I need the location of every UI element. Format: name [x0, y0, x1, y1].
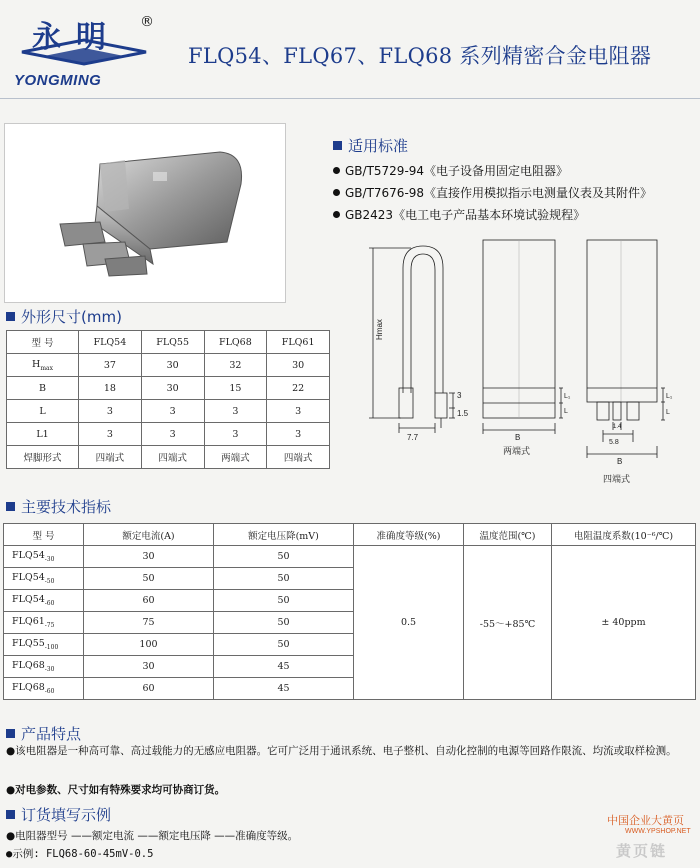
- table-row: [7, 423, 330, 446]
- row-label: 焊脚形式: [7, 446, 79, 469]
- registered-mark: ®: [140, 14, 154, 30]
- standard-text: GB2423《电工电子产品基本环境试验规程》: [345, 208, 586, 222]
- row-label: L: [7, 400, 79, 423]
- label-dim-b: B: [515, 433, 521, 442]
- model-cell: $FLQ54_{-30}$: [4, 546, 84, 568]
- section-specs-title: 主要技术指标: [21, 498, 112, 516]
- column-header: 电阻温度系数(10⁻⁶/℃): [552, 524, 696, 546]
- section-order-title: 订货填写示例: [21, 806, 112, 824]
- section-dimensions-heading: [6, 306, 122, 327]
- label-dim-l1: L₁: [564, 393, 571, 400]
- watermark-url: WWW.YPSHOP.NET: [625, 828, 691, 835]
- logo-chinese-text: 永明: [32, 20, 120, 55]
- brand-logo: [14, 12, 154, 94]
- column-header: FLQ55: [141, 331, 204, 354]
- table-cell: 37: [79, 354, 142, 377]
- section-standards-heading: [333, 135, 408, 156]
- table-cell: 30: [141, 354, 204, 377]
- label-dim-3: 3: [457, 391, 462, 400]
- table-cell: 四端式: [267, 446, 330, 469]
- column-header: 准确度等级(%): [354, 524, 464, 546]
- section-marker-icon: [6, 810, 15, 819]
- table-cell: 四端式: [79, 446, 142, 469]
- table-cell: 3: [79, 423, 142, 446]
- table-cell: 18: [79, 377, 142, 400]
- column-header: FLQ61: [267, 331, 330, 354]
- table-cell: 3: [141, 423, 204, 446]
- current-cell: 30: [84, 656, 214, 678]
- two-terminal-diagram: [483, 240, 563, 434]
- table-cell: 3: [204, 423, 267, 446]
- table-cell: 四端式: [141, 446, 204, 469]
- voltage-cell: 50: [214, 634, 354, 656]
- table-cell: 3: [267, 400, 330, 423]
- feature-paragraph-bold: ●对电参数、尺寸如有特殊要求均可协商订货。: [6, 784, 226, 796]
- table-cell: 3: [204, 400, 267, 423]
- section-marker-icon: [6, 729, 15, 738]
- table-cell: 32: [204, 354, 267, 377]
- current-cell: 60: [84, 590, 214, 612]
- table-row: [7, 446, 330, 469]
- section-specs-heading: [6, 496, 111, 517]
- caption-four-terminal: 四端式: [603, 475, 631, 485]
- label-dim-7-7: 7.7: [407, 433, 419, 442]
- voltage-cell: 50: [214, 612, 354, 634]
- column-header: FLQ68: [204, 331, 267, 354]
- table-cell: 30: [141, 377, 204, 400]
- section-order-heading: [6, 804, 111, 825]
- page-title: FLQ54、FLQ67、FLQ68 系列精密合金电阻器: [188, 44, 652, 68]
- row-label: $H_{max}$: [7, 354, 79, 377]
- standard-item: [333, 184, 652, 201]
- current-cell: 50: [84, 568, 214, 590]
- four-terminal-diagram: [587, 240, 665, 458]
- label-dim-l: L: [564, 408, 568, 415]
- row-label: L1: [7, 423, 79, 446]
- column-header: 型 号: [4, 524, 84, 546]
- current-cell: 100: [84, 634, 214, 656]
- standard-text: GB/T7676-98《直接作用模拟指示电测量仪表及其附件》: [345, 186, 653, 200]
- column-header: 额定电压降(mV): [214, 524, 354, 546]
- table-cell: 15: [204, 377, 267, 400]
- table-cell: 3: [79, 400, 142, 423]
- caption-two-terminal: 两端式: [503, 447, 531, 457]
- section-marker-icon: [6, 312, 15, 321]
- watermark-brand: 黄页链: [616, 842, 668, 860]
- table-row: [7, 354, 330, 377]
- voltage-cell: 45: [214, 678, 354, 700]
- model-cell: $FLQ55_{-100}$: [4, 634, 84, 656]
- resistor-photo-illustration: [5, 124, 285, 302]
- watermark-site-name: 中国企业大黄页: [607, 814, 684, 827]
- section-standards-title: 适用标准: [348, 137, 409, 155]
- voltage-cell: 50: [214, 568, 354, 590]
- table-cell: 30: [267, 354, 330, 377]
- section-marker-icon: [333, 141, 342, 150]
- section-features-title: 产品特点: [21, 725, 82, 743]
- column-header: 型 号: [7, 331, 79, 354]
- label-dim-l1: L₁: [666, 393, 673, 400]
- temp-coeff-cell: ± 40ppm: [552, 546, 696, 700]
- label-dim-1-4: 1.4: [613, 424, 622, 430]
- voltage-cell: 50: [214, 546, 354, 568]
- logo-english-text: YONGMING: [14, 72, 102, 89]
- table-header-row: [4, 524, 696, 546]
- order-example-line: ●示例: FLQ68-60-45mV-0.5: [6, 848, 154, 860]
- section-features-heading: [6, 723, 81, 744]
- standard-text: GB/T5729-94《电子设备用固定电阻器》: [345, 164, 569, 178]
- model-cell: $FLQ68_{-60}$: [4, 678, 84, 700]
- product-photo: [4, 123, 286, 303]
- model-cell: $FLQ61_{-75}$: [4, 612, 84, 634]
- section-marker-icon: [6, 502, 15, 511]
- table-row: [7, 400, 330, 423]
- current-cell: 30: [84, 546, 214, 568]
- dimensions-table: [6, 330, 330, 469]
- model-cell: $FLQ54_{-50}$: [4, 568, 84, 590]
- table-cell: 22: [267, 377, 330, 400]
- section-dimensions-title: 外形尺寸(mm): [21, 308, 122, 326]
- bullet-icon: [333, 167, 340, 174]
- temp-range-cell: -55～+85℃: [464, 546, 552, 700]
- table-row: [7, 377, 330, 400]
- model-cell: $FLQ68_{-30}$: [4, 656, 84, 678]
- label-dim-1-5: 1.5: [457, 409, 469, 418]
- column-header: FLQ54: [79, 331, 142, 354]
- current-cell: 60: [84, 678, 214, 700]
- feature-paragraph: ●该电阻器是一种高可靠、高过载能力的无感应电阻器。它可广泛用于通讯系统、电子整机、自动化控制的电源等回路作限流、均流或取样检测。: [6, 745, 677, 757]
- order-format-line: ●电阻器型号 ——额定电流 ——额定电压降 ——准确度等级。: [6, 830, 299, 842]
- column-header: 额定电流(A): [84, 524, 214, 546]
- table-cell: 两端式: [204, 446, 267, 469]
- table-cell: 3: [267, 423, 330, 446]
- label-hmax: Hmax: [375, 319, 384, 340]
- bullet-icon: [333, 211, 340, 218]
- bullet-icon: [333, 189, 340, 196]
- voltage-cell: 50: [214, 590, 354, 612]
- current-cell: 75: [84, 612, 214, 634]
- specs-table: [3, 523, 696, 700]
- table-header-row: [7, 331, 330, 354]
- model-cell: $FLQ54_{-60}$: [4, 590, 84, 612]
- table-cell: 3: [141, 400, 204, 423]
- table-row: [4, 546, 696, 568]
- label-dim-b: B: [617, 457, 623, 466]
- header-divider: [0, 98, 700, 99]
- column-header: 温度范围(℃): [464, 524, 552, 546]
- standard-item: [333, 162, 568, 179]
- row-label: B: [7, 377, 79, 400]
- label-dim-5-8: 5.8: [609, 439, 619, 446]
- dimension-diagrams: [365, 228, 700, 488]
- accuracy-cell: 0.5: [354, 546, 464, 700]
- label-dim-l: L: [666, 409, 670, 416]
- standard-item: [333, 206, 585, 223]
- voltage-cell: 45: [214, 656, 354, 678]
